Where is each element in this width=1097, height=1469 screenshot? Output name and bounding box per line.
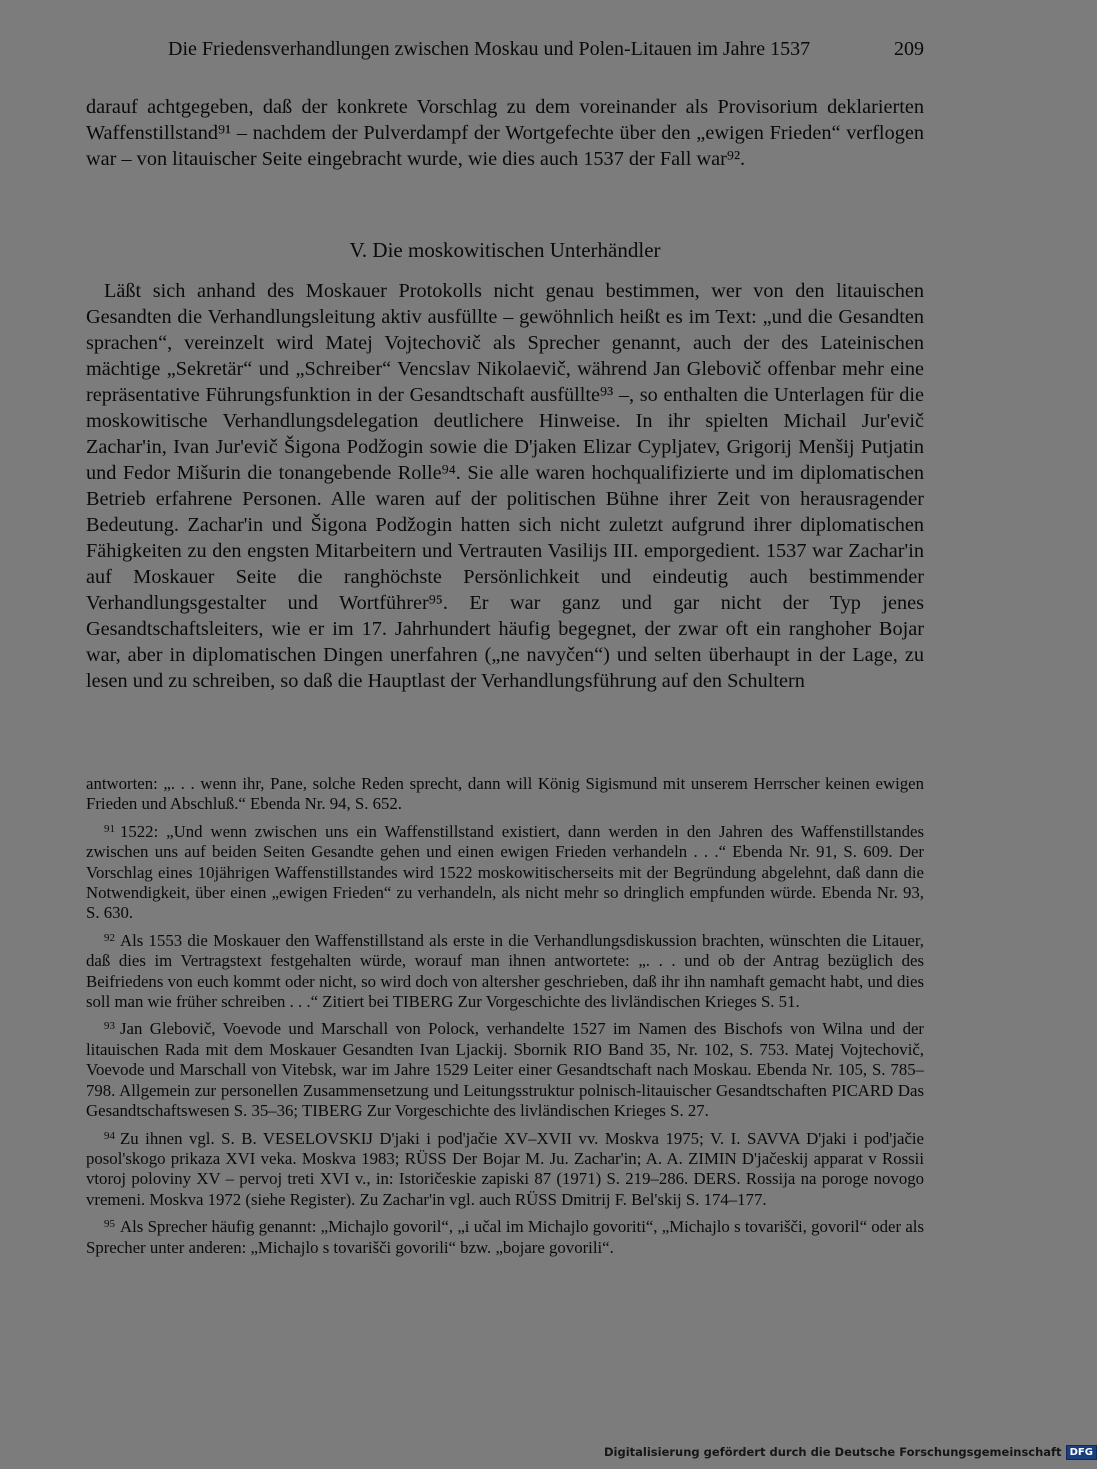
funding-text: Digitalisierung gefördert durch die Deutsche Forschungsgemeinschaft: [604, 1445, 1062, 1459]
footnote-91: [86, 819, 924, 924]
body-paragraph: [86, 278, 924, 694]
footnote-number: 92: [104, 931, 115, 944]
page-number: 209: [894, 38, 924, 60]
footnote-text: Jan Glebovič, Voevode und Marschall von Polock, verhandelte 1527 im Namen des Bischofs von Wilna und der litauischen Rada mit dem Moskauer Gesandten Ivan Ljackij. Sbornik RIO Band 35, Nr. 102, S. 753. Matej Vojtechovič, Voevode und Marschall von Vitebsk, war im Jahre 1529 Leiter einer Gesandtschaft nach Moskau. Ebenda Nr. 105, S. 785–798. Allgemein zur personellen Zusammensetzung und Leitungsstruktur polnisch-litauischer Gesandtschaften PICARD Das Gesandtschaftswesen S. 35–36; TIBERG Zur Vorgeschichte des livländischen Krieges S. 27.: [86, 1019, 924, 1121]
dfg-logo-icon: DFG: [1066, 1445, 1097, 1460]
footnote-continuation: antworten: „. . . wenn ihr, Pane, solche Reden sprecht, dann will König Sigismund mit unserem Herrscher keinen ewigen Frieden und Abschluß.“ Ebenda Nr. 94, S. 652.: [86, 774, 924, 814]
footnote-93: [86, 1016, 924, 1121]
footnote-95: [86, 1214, 924, 1258]
footnote-number: 95: [104, 1218, 115, 1231]
footnote-text: Als 1553 die Moskauer den Waffenstillstand als erste in die Verhandlungsdiskussion brachten, wünschten die Litauer, daß dies im Vertragstext festgehalten würde, worauf man ihnen antwortete: „. . . und ob der Antrag bezüglich des Beifriedens von euch kommt oder nicht, so wird doch von altersher geschrieben, daß ihr ihn namhaft gemacht habt, und dies soll man wie früher schreiben . . .“ Zitiert bei TIBERG Zur Vorgeschichte des livländischen Krieges S. 51.: [86, 930, 924, 1012]
footnote-94: [86, 1126, 924, 1211]
paragraph-text: darauf achtgegeben, daß der konkrete Vorschlag zu dem voreinander als Provisorium deklarierten Waffenstillstand⁹¹ – nachdem der Pulverdampf der Wortgefechte über den „ewigen Frieden“ verflogen war – von litauischer Seite eingebracht wurde, wie dies auch 1537 der Fall war⁹².: [86, 96, 924, 170]
footnote-number: 94: [104, 1129, 115, 1142]
footnote-number: 93: [104, 1020, 115, 1033]
footnote-92: [86, 928, 924, 1013]
footnote-text: Zu ihnen vgl. S. B. VESELOVSKIJ D'jaki i pod'jačie XV–XVII vv. Moskva 1975; V. I. SAVVA D'jaki i pod'jačie posol'skogo prikaza XVI veka. Moskva 1983; RÜSS Der Bojar M. Ju. Zachar'in; A. A. ZIMIN D'jačeskij apparat v Rossii vtoroj poloviny XV – pervoj treti XVI v., in: Istoričeskie zapiski 87 (1971) S. 219–286. DERS. Rossija na poroge novogo vremeni. Moskva 1972 (siehe Register). Zu Zachar'in vgl. auch RÜSS Dmitrij F. Bel'skij S. 174–177.: [86, 1128, 924, 1209]
paragraph-text: Läßt sich anhand des Moskauer Protokolls nicht genau bestimmen, wer von den litauischen Gesandten die Verhandlungsleitung aktiv ausfüllte – gewöhnlich heißt es im Text: „und die Gesandten sprachen“, vereinzelt wird Matej Vojtechovič als Sprecher genannt, auch der des Lateinischen mächtige „Sekretär“ und „Schreiber“ Vencslav Nikolaevič, während Jan Glebovič offenbar mehr eine repräsentative Führungsfunktion in der Gesandtschaft ausfüllte⁹³ –, so enthalten die Unterlagen für die moskowitische Verhandlungsdelegation deutlichere Hinweise. In ihr spielten Michail Jur'evič Zachar'in, Ivan Jur'evič Šigona Podžogin sowie die D'jaken Elizar Cypljatev, Grigorij Menšij Putjatin und Fedor Mišurin die tonangebende Rolle⁹⁴. Sie alle waren hochqualifizierte und im diplomatischen Betrieb erfahrene Personen. Alle waren auf der politischen Bühne ihrer Zeit von herausragender Bedeutung. Zachar'in und Šigona Podžogin hatten sich nicht zuletzt aufgrund ihrer diplomatischen Fähigkeiten zu den engsten Mitarbeitern und Vertrauten Vasilijs III. emporgedient. 1537 war Zachar'in auf Moskauer Seite die ranghöchste Persönlichkeit und eindeutig auch bestimmender Verhandlungsgestalter und Wortführer⁹⁵. Er war ganz und gar nicht der Typ jenes Gesandtschaftsleiters, wie er im 17. Jahrhundert häufig begegnet, der zwar oft ein ranghoher Bojar war, aber in diplomatischen Dingen unerfahren („ne navyčen“) und selten überhaupt in der Lage, zu lesen und zu schreiben, so daß die Hauptlast der Verhandlungsführung auf den Schultern: [86, 280, 924, 692]
footnote-text: Als Sprecher häufig genannt: „Michajlo govoril“, „i učal im Michajlo govoriti“, „Michajlo s tovarišči, govoril“ oder als Sprecher unter anderen: „Michajlo s tovarišči govorili“ bzw. „bojare govorili“.: [86, 1217, 924, 1257]
funding-footer: [604, 1443, 1097, 1461]
footnote-number: 91: [104, 822, 115, 835]
footnote-text: 1522: „Und wenn zwischen uns ein Waffenstillstand existiert, dann werden in den Jahren des Waffenstillstandes zwischen uns auf beiden Seiten Gesandte gehen und einen ewigen Frieden verhandeln . . .“ Ebenda Nr. 91, S. 609. Der Vorschlag eines 10jährigen Waffenstillstandes wird 1522 moskowitischerseits mit der Begründung abgelehnt, daß dann die Notwendigkeit, über einen „ewigen Frieden“ zu verhandeln, als nicht mehr so dringlich empfunden würde. Ebenda Nr. 93, S. 630.: [86, 821, 924, 923]
body-paragraph: [86, 94, 924, 172]
footnotes: [86, 774, 924, 1262]
running-title: Die Friedensverhandlungen zwischen Moskau und Polen-Litauen im Jahre 1537: [168, 38, 811, 60]
section-heading: V. Die moskowitischen Unterhändler: [349, 238, 661, 262]
